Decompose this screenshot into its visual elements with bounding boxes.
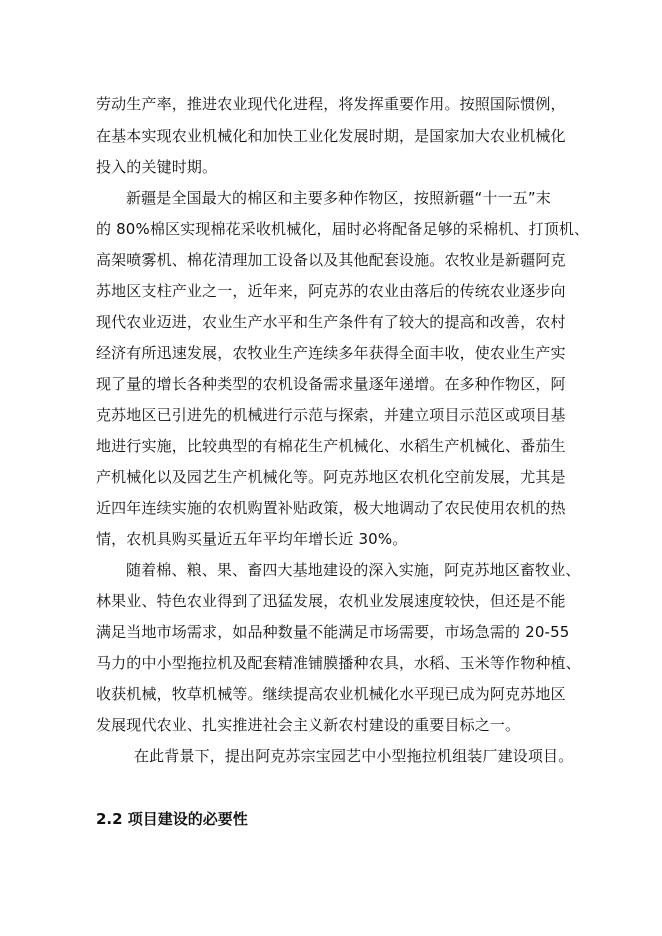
text-line: 在基本实现农业机械化和加快工业化发展时期，是国家加大农业机械化 (96, 127, 566, 145)
text-line: 近四年连续实施的农机购置补贴政策，极大地调动了农民使用农机的热 (96, 499, 566, 517)
text-line: 劳动生产率，推进农业现代化进程，将发挥重要作用。按照国际惯例， (96, 95, 566, 113)
text-line: 产机械化以及园艺生产机械化等。阿克苏地区农机化空前发展，尤其是 (96, 468, 566, 486)
text-line: 现了量的增长各种类型的农机设备需求量逐年递增。在多种作物区，阿 (96, 375, 566, 393)
section-heading: 2.2 项目建设的必要性 (96, 810, 248, 828)
text-line: 情，农机具购买量近五年平均年增长近 30%。 (96, 530, 408, 548)
text-line: 马力的中小型拖拉机及配套精准铺膜播种农具，水稻、玉米等作物种植、 (96, 654, 581, 672)
text-line: 投入的关键时期。 (96, 158, 218, 176)
text-line: 地进行实施，比较典型的有棉花生产机械化、水稻生产机械化、番茄生 (96, 437, 566, 455)
paragraph-first-line: 随着棉、粮、果、畜四大基地建设的深入实施，阿克苏地区畜牧业、 (126, 561, 581, 579)
text-line: 克苏地区已引进先的机械进行示范与探索，并建立项目示范区或项目基 (96, 406, 566, 424)
text-line: 经济有所迅速发展，农牧业生产连续多年获得全面丰收，使农业生产实 (96, 344, 566, 362)
text-line: 满足当地市场需求，如品种数量不能满足市场需要，市场急需的 20-55 (96, 623, 570, 641)
text-line: 林果业、特色农业得到了迅猛发展，农机业发展速度较快，但还是不能 (96, 592, 566, 610)
paragraph-first-line: 在此背景下，提出阿克苏宗宝园艺中小型拖拉机组装厂建设项目。 (134, 747, 574, 765)
text-line: 发展现代农业、扎实推进社会主义新农村建设的重要目标之一。 (96, 716, 521, 734)
text-line: 苏地区支柱产业之一，近年来，阿克苏的农业由落后的传统农业逐步向 (96, 282, 566, 300)
text-line: 高架喷雾机、棉花清理加工设备以及其他配套设施。农牧业是新疆阿克 (96, 251, 566, 269)
text-line: 的 80%棉区实现棉花采收机械化，届时必将配备足够的采棉机、打顶机、 (96, 220, 590, 238)
paragraph-first-line: 新疆是全国最大的棉区和主要多种作物区，按照新疆“十一五”末 (126, 189, 551, 207)
text-line: 收获机械，牧草机械等。继续提高农业机械化水平现已成为阿克苏地区 (96, 685, 566, 703)
text-line: 现代农业迈进，农业生产水平和生产条件有了较大的提高和改善，农村 (96, 313, 566, 331)
